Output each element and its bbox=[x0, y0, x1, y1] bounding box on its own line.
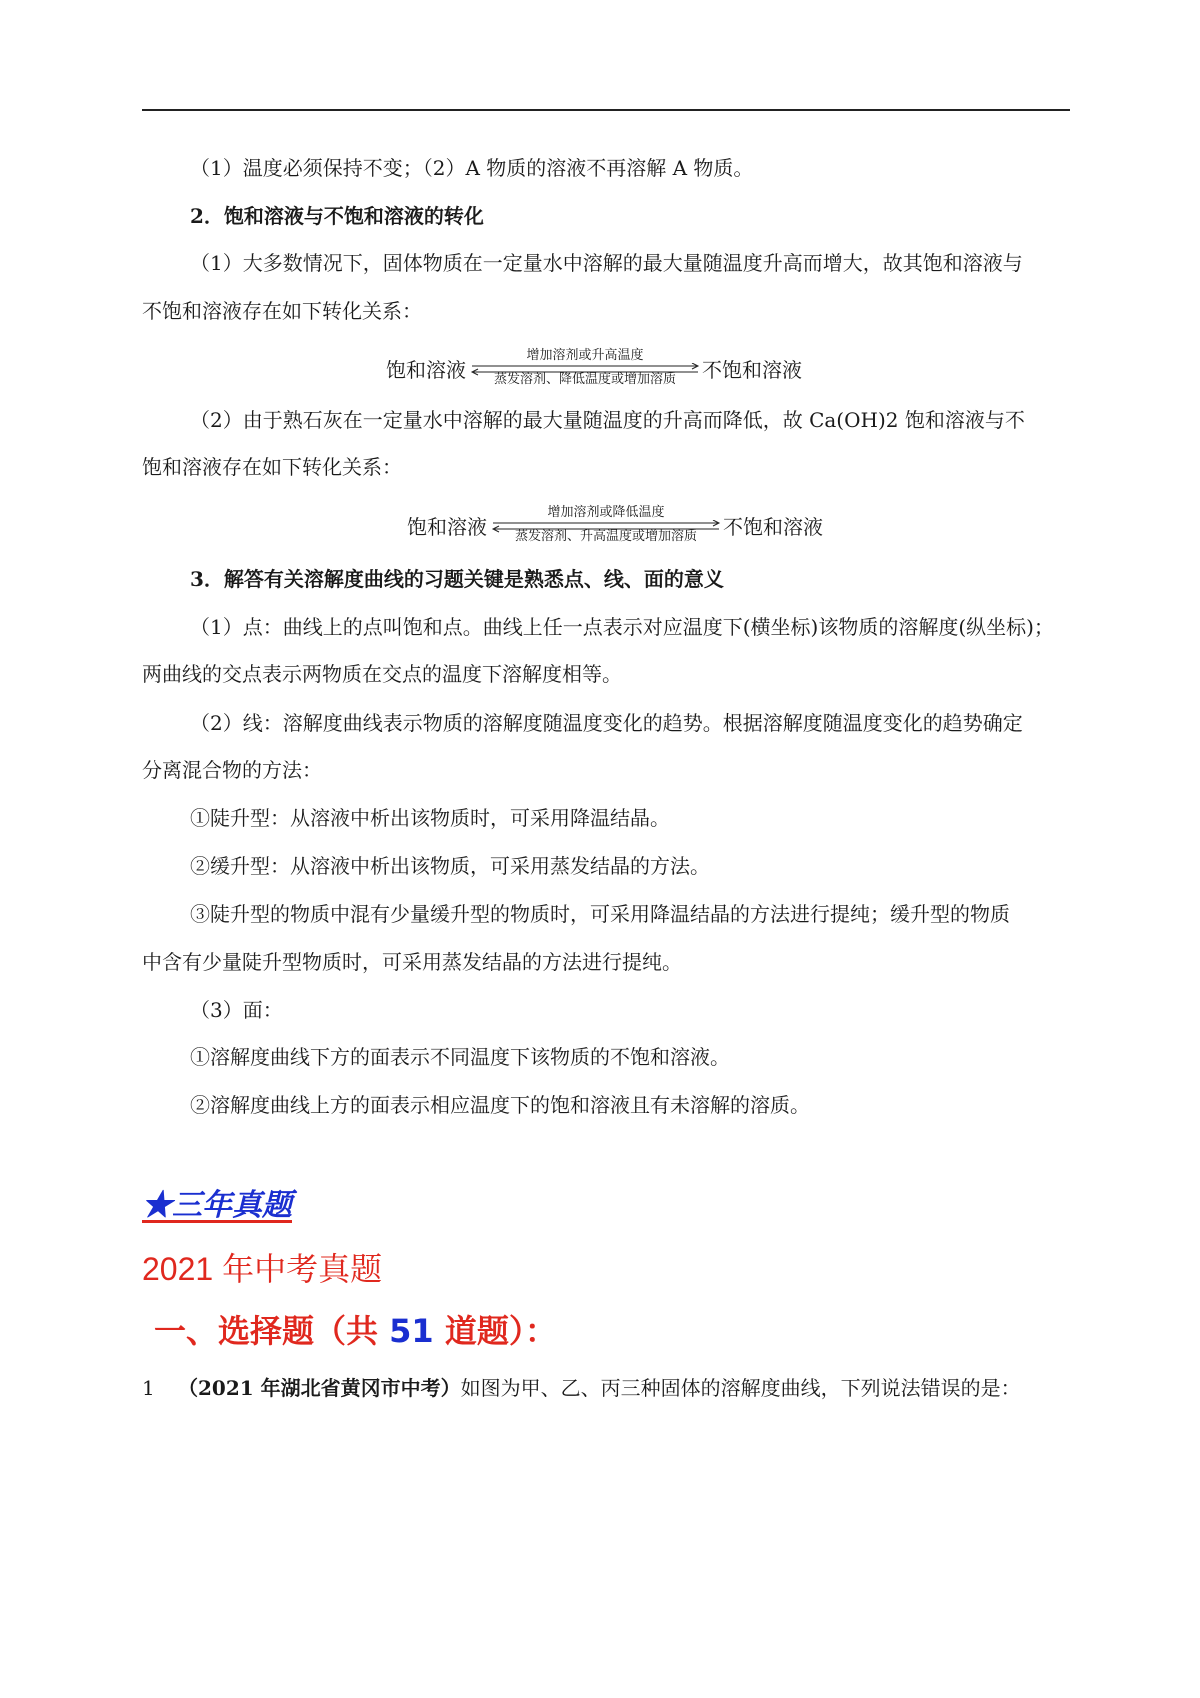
conversion-bottom-label: 蒸发溶剂、降低温度或增加溶质 bbox=[493, 372, 676, 387]
paragraph-surface-above: ②溶解度曲线上方的面表示相应温度下的饱和溶液且有未溶解的溶质。 bbox=[190, 1093, 810, 1117]
section-suffix: 道题）： bbox=[433, 1312, 557, 1350]
heading-conversion: 2．饱和溶液与不饱和溶液的转化 bbox=[190, 204, 484, 228]
conversion-arrows bbox=[470, 348, 700, 392]
question-count: 51 bbox=[389, 1312, 434, 1350]
question-1 bbox=[142, 1374, 1021, 1402]
paragraph-line-a: （2）线：溶解度曲线表示物质的溶解度随温度变化的趋势。根据溶解度随温度变化的趋势确定 bbox=[190, 711, 1023, 735]
conversion-top-label: 增加溶剂或降低温度 bbox=[547, 505, 665, 520]
paragraph-conversion-1a: （1）大多数情况下，固体物质在一定量水中溶解的最大量随温度升高而增大，故其饱和溶液与 bbox=[190, 251, 1023, 275]
year-exam-title: 2021 年中考真题 bbox=[142, 1251, 383, 1287]
conversion-right-label: 不饱和溶液 bbox=[702, 358, 802, 382]
conversion-diagram-2 bbox=[407, 505, 837, 549]
question-number: 1 bbox=[142, 1376, 155, 1400]
conversion-diagram-1 bbox=[386, 348, 816, 392]
conversion-left-label: 饱和溶液 bbox=[386, 358, 466, 382]
section-prefix: 一、选择题（共 bbox=[154, 1312, 390, 1350]
conversion-top-label: 增加溶剂或升高温度 bbox=[526, 348, 644, 363]
paragraph-conversion-2a: （2）由于熟石灰在一定量水中溶解的最大量随温度的升高而降低，故 Ca(OH)2 饱和溶液与不 bbox=[190, 408, 1025, 432]
paragraph-mixture-b: 中含有少量陡升型物质时，可采用蒸发结晶的方法进行提纯。 bbox=[142, 950, 682, 974]
paragraph-steep-rise: ①陡升型：从溶液中析出该物质时，可采用降温结晶。 bbox=[190, 806, 670, 830]
conversion-left-label: 饱和溶液 bbox=[407, 515, 487, 539]
heading-solubility-curve: 3．解答有关溶解度曲线的习题关键是熟悉点、线、面的意义 bbox=[190, 567, 724, 591]
paragraph-mixture-a: ③陡升型的物质中混有少量缓升型的物质时，可采用降温结晶的方法进行提纯；缓升型的物质 bbox=[190, 902, 1010, 926]
conversion-arrows bbox=[491, 505, 721, 549]
paragraph-saturation-conditions: （1）温度必须保持不变；（2）A 物质的溶液不再溶解 A 物质。 bbox=[190, 156, 754, 180]
paragraph-conversion-2b: 饱和溶液存在如下转化关系： bbox=[142, 455, 402, 479]
paragraph-conversion-1b: 不饱和溶液存在如下转化关系： bbox=[142, 299, 422, 323]
three-year-exam-title: ★三年真题 bbox=[142, 1188, 292, 1223]
header-rule bbox=[142, 109, 1070, 111]
conversion-bottom-label: 蒸发溶剂、升高温度或增加溶质 bbox=[514, 529, 697, 544]
question-text: 如图为甲、乙、丙三种固体的溶解度曲线，下列说法错误的是： bbox=[460, 1376, 1021, 1400]
paragraph-point-b: 两曲线的交点表示两物质在交点的温度下溶解度相等。 bbox=[142, 662, 622, 686]
conversion-right-label: 不饱和溶液 bbox=[723, 515, 823, 539]
section-title bbox=[154, 1310, 557, 1352]
paragraph-line-b: 分离混合物的方法： bbox=[142, 758, 322, 782]
paragraph-surface-below: ①溶解度曲线下方的面表示不同温度下该物质的不饱和溶液。 bbox=[190, 1045, 730, 1069]
paragraph-surface: （3）面： bbox=[190, 998, 283, 1022]
question-source: （2021 年湖北省黄冈市中考） bbox=[178, 1376, 461, 1400]
paragraph-point-a: （1）点：曲线上的点叫饱和点。曲线上任一点表示对应温度下(横坐标)该物质的溶解度(纵坐标)； bbox=[190, 615, 1054, 639]
paragraph-slow-rise: ②缓升型：从溶液中析出该物质，可采用蒸发结晶的方法。 bbox=[190, 854, 710, 878]
